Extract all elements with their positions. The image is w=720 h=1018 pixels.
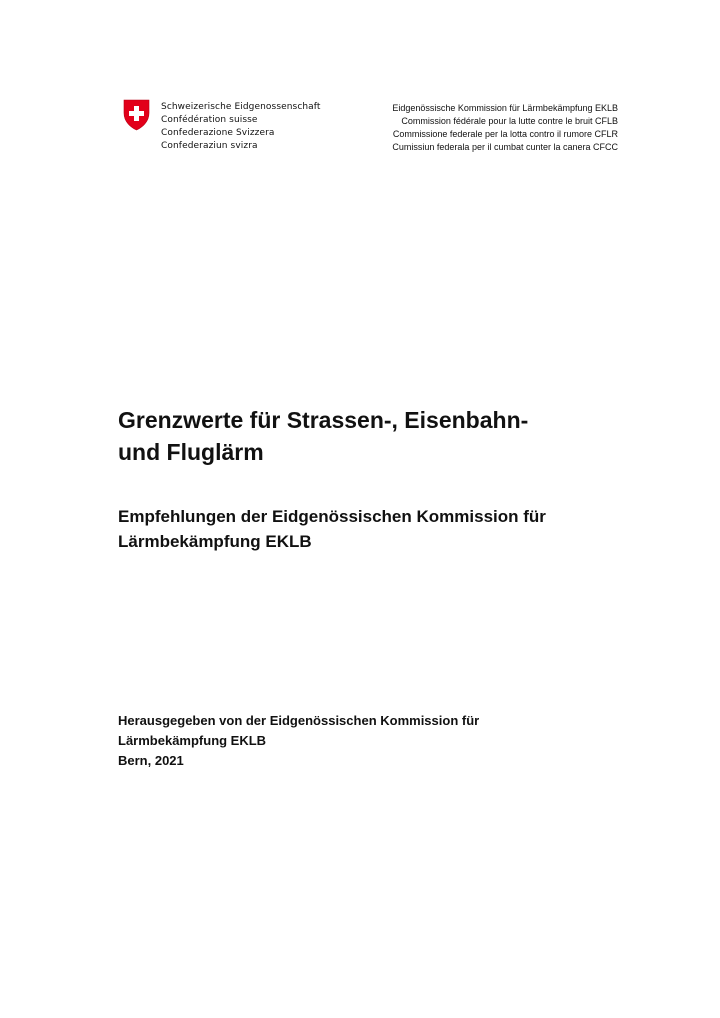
commission-name-it: Commissione federale per la lotta contro il rumore CFLR <box>392 129 618 139</box>
document-header <box>0 0 720 180</box>
publisher-line: Lärmbekämpfung EKLB <box>118 733 267 748</box>
confederation-name-rm: Confederaziun svizra <box>161 141 258 151</box>
commission-name-de: Eidgenössische Kommission für Lärmbekämpfung EKLB <box>392 103 618 113</box>
document-subtitle <box>118 504 618 554</box>
subtitle-line: Lärmbekämpfung EKLB <box>118 532 312 551</box>
commission-name-rm: Cumissiun federala per il cumbat cunter la canera CFCC <box>392 142 618 152</box>
publisher-line: Herausgegeben von der Eidgenössischen Kommission für <box>118 713 480 728</box>
confederation-names <box>161 101 321 153</box>
subtitle-line: Empfehlungen der Eidgenössischen Kommission für <box>118 507 546 526</box>
swiss-coat-of-arms-icon <box>123 99 150 131</box>
commission-names <box>392 102 618 154</box>
title-line: und Fluglärm <box>118 439 264 465</box>
publisher-info <box>118 711 618 771</box>
confederation-name-de: Schweizerische Eidgenossenschaft <box>161 102 321 112</box>
document-title <box>118 404 618 468</box>
commission-name-fr: Commission fédérale pour la lutte contre le bruit CFLB <box>401 116 618 126</box>
confederation-name-fr: Confédération suisse <box>161 115 258 125</box>
publication-place-date: Bern, 2021 <box>118 753 184 768</box>
title-line: Grenzwerte für Strassen-, Eisenbahn- <box>118 407 529 433</box>
confederation-name-it: Confederazione Svizzera <box>161 128 275 138</box>
